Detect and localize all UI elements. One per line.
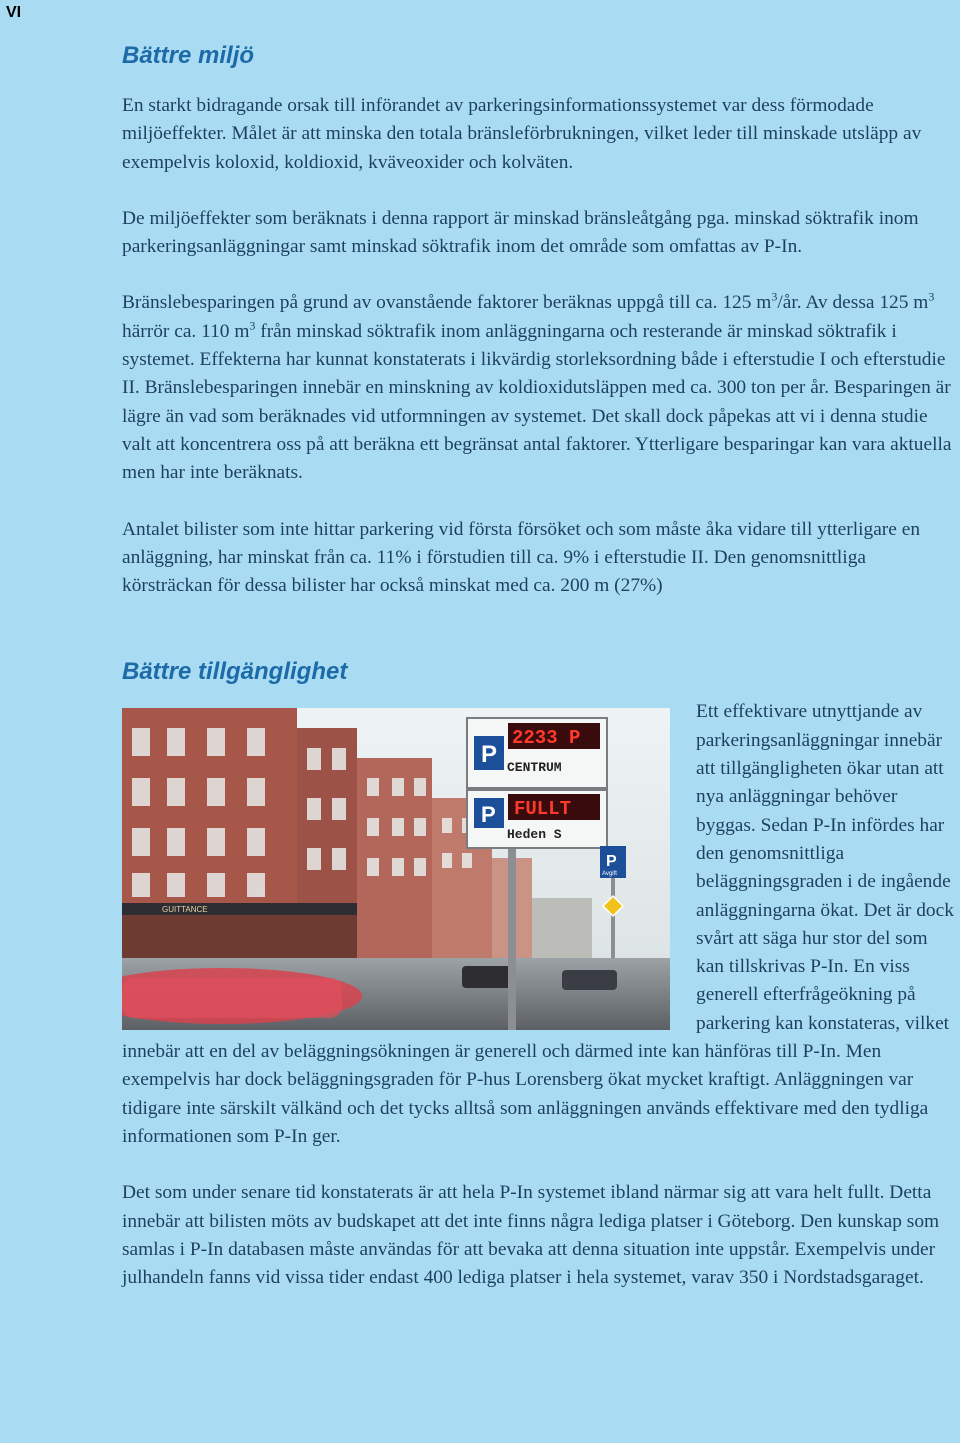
document-body xyxy=(122,40,958,1292)
paragraph: Antalet bilister som inte hittar parkering vid första försöket och som måste åka vidare till ytterligare en anläggning, har minskat från ca. 11% i förstudien till ca. 9% i efterstudie II. Den genomsnittliga körsträckan för dessa bilister har också minskat med ca. 200 m (27%) xyxy=(122,518,921,597)
svg-text:Heden S: Heden S xyxy=(507,827,562,843)
paragraph: De miljöeffekter som beräknats i denna rapport är minskad bränsleåtgång pga. minskad söktrafik inom parkeringsanläggningar samt minskad söktrafik inom det område som omfattas av P-In. xyxy=(122,207,919,258)
shop-sign: GUITTANCE xyxy=(162,905,208,915)
svg-text:P: P xyxy=(481,741,498,769)
led-display: 2233 P xyxy=(512,727,581,750)
svg-text:Avgift: Avgift xyxy=(602,871,617,878)
paragraph: Bränslebesparingen på grund av ovanstående faktorer beräknas uppgå till ca. 125 $m^3/år$. Av dessa 125 $m^3$ härrör ca. 110 $m^3$ från minskad söktrafik inom anläggningarna och resterande är minskad söktrafik i systemet. Effekterna har kunnat konstaterats i likvärdig storleksordning både i efterstudie I och efterstudie II. Bränslebesparingen innebär en minskning av koldioxidutsläppen med ca. 300 ton per år. Besparingen är lägre än vad som beräknades vid utformningen av systemet. Det skall dock påpekas att vi i denna studie valt att koncentrera oss på att beräkna ett begränsat antal faktorer. Ytterligare besparingar kan vara aktuella men har inte beräknats. xyxy=(122,290,952,484)
section-heading-tillganglighet: Bättre tillgänglighet xyxy=(122,658,348,686)
led-display: FULLT xyxy=(514,798,572,821)
page-number: VI xyxy=(6,4,22,21)
svg-text:P: P xyxy=(606,853,617,871)
paragraph: En starkt bidragande orsak till införandet av parkeringsinformationssystemet var dess förmodade miljöeffekter. Målet är att minska den totala bränsleförbrukningen, vilket leder till minskade utsläpp av exempelvis koloxid, koldioxid, kväveoxider och kolväten. xyxy=(122,95,922,173)
parking-sign-centrum xyxy=(467,718,607,788)
paragraph: Det som under senare tid konstaterats är att hela P-In systemet ibland närmar sig att vara helt fullt. Detta innebär att bilisten möts av budskapet att det inte finns några lediga platser i Göteborg. Den kunskap som samlas i P-In databasen måste användas för att bevaka att denna situation inte uppstår. Exempelvis under julhandeln fanns vid vissa tider endast 400 lediga platser i hela systemet, varav 350 i Nordstadsgaraget. xyxy=(122,1182,940,1289)
parking-sign-heden xyxy=(467,790,607,848)
street-photo xyxy=(122,708,670,1030)
svg-text:CENTRUM: CENTRUM xyxy=(507,760,562,776)
svg-text:P: P xyxy=(481,802,496,828)
section-heading-miljo: Bättre miljö xyxy=(122,42,255,69)
paragraph: Ett effektivare utnyttjande av parkeringsanläggningar innebär att tillgängligheten ökar utan att nya anläggningar behöver byggas. Sedan P-In infördes har den genomsnittliga beläggningsgraden i de ingående anläggningarna ökat. Det är dock svårt att säga hur stor del som kan tillskrivas P-In. En viss generell efterfrågeökning på parkering kan konstateras, vilket innebär att en del av beläggningsökningen är generell och därmed inte kan hänföras till P-In. Men exempelvis har dock beläggningsgraden för P-hus Lorensberg ökat mycket kraftigt. Anläggningen var tidigare inte särskilt välkänd och det tycks alltså som anläggningen används effektivare med den tydliga informationen som P-In ger. xyxy=(122,701,954,1147)
